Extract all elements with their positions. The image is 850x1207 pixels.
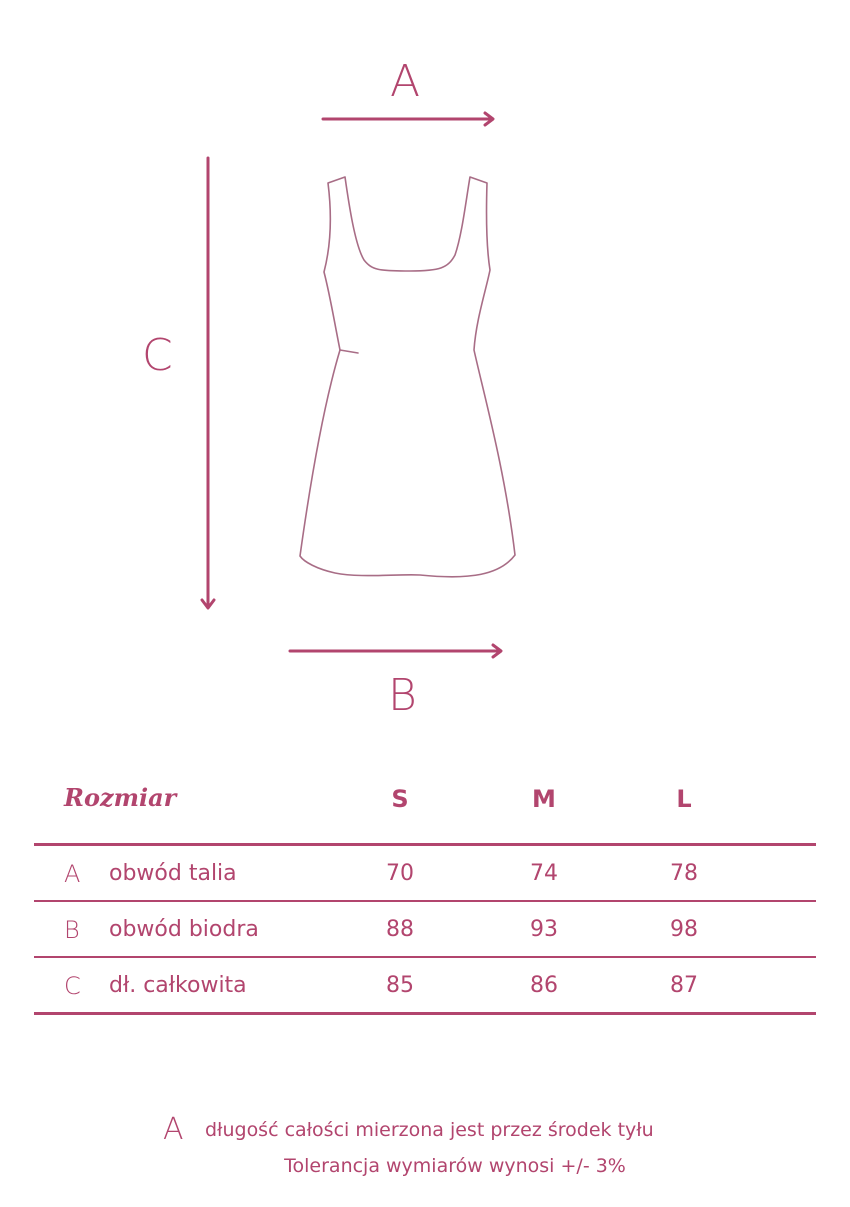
- row-name: obwód talia: [109, 861, 237, 886]
- label-b: B: [388, 670, 417, 721]
- table-title: Rozmiar: [64, 783, 177, 812]
- table-row: [34, 902, 816, 956]
- row-name: dł. całkowita: [109, 973, 247, 998]
- arrow-b: [290, 645, 501, 657]
- table-row: [34, 958, 816, 1012]
- row-value-l: 98: [670, 917, 698, 942]
- row-value-l: 87: [670, 973, 698, 998]
- row-value-m: 93: [530, 917, 558, 942]
- size-l-header: L: [676, 785, 692, 813]
- note-text: długość całości mierzona jest przez środek tyłu: [205, 1119, 654, 1141]
- table-header: [34, 775, 816, 843]
- row-value-m: 86: [530, 973, 558, 998]
- note-key: A: [163, 1112, 184, 1147]
- label-a: A: [390, 56, 421, 107]
- size-table: [34, 775, 816, 1015]
- table-row: [34, 846, 816, 900]
- row-value-s: 88: [386, 917, 414, 942]
- row-name: obwód biodra: [109, 917, 259, 942]
- row-key: A: [64, 860, 81, 888]
- label-c: C: [142, 330, 173, 381]
- note-tolerance: Tolerancja wymiarów wynosi +/- 3%: [284, 1155, 626, 1177]
- dress-outline: [300, 177, 515, 577]
- row-value-s: 70: [386, 861, 414, 886]
- arrow-a: [323, 113, 493, 125]
- arrow-c: [202, 158, 214, 608]
- row-value-s: 85: [386, 973, 414, 998]
- row-value-m: 74: [530, 861, 558, 886]
- size-m-header: M: [532, 785, 556, 813]
- row-key: C: [64, 972, 81, 1000]
- size-s-header: S: [391, 785, 409, 813]
- row-value-l: 78: [670, 861, 698, 886]
- row-key: B: [64, 916, 80, 944]
- table-rule-bottom: [34, 1012, 816, 1015]
